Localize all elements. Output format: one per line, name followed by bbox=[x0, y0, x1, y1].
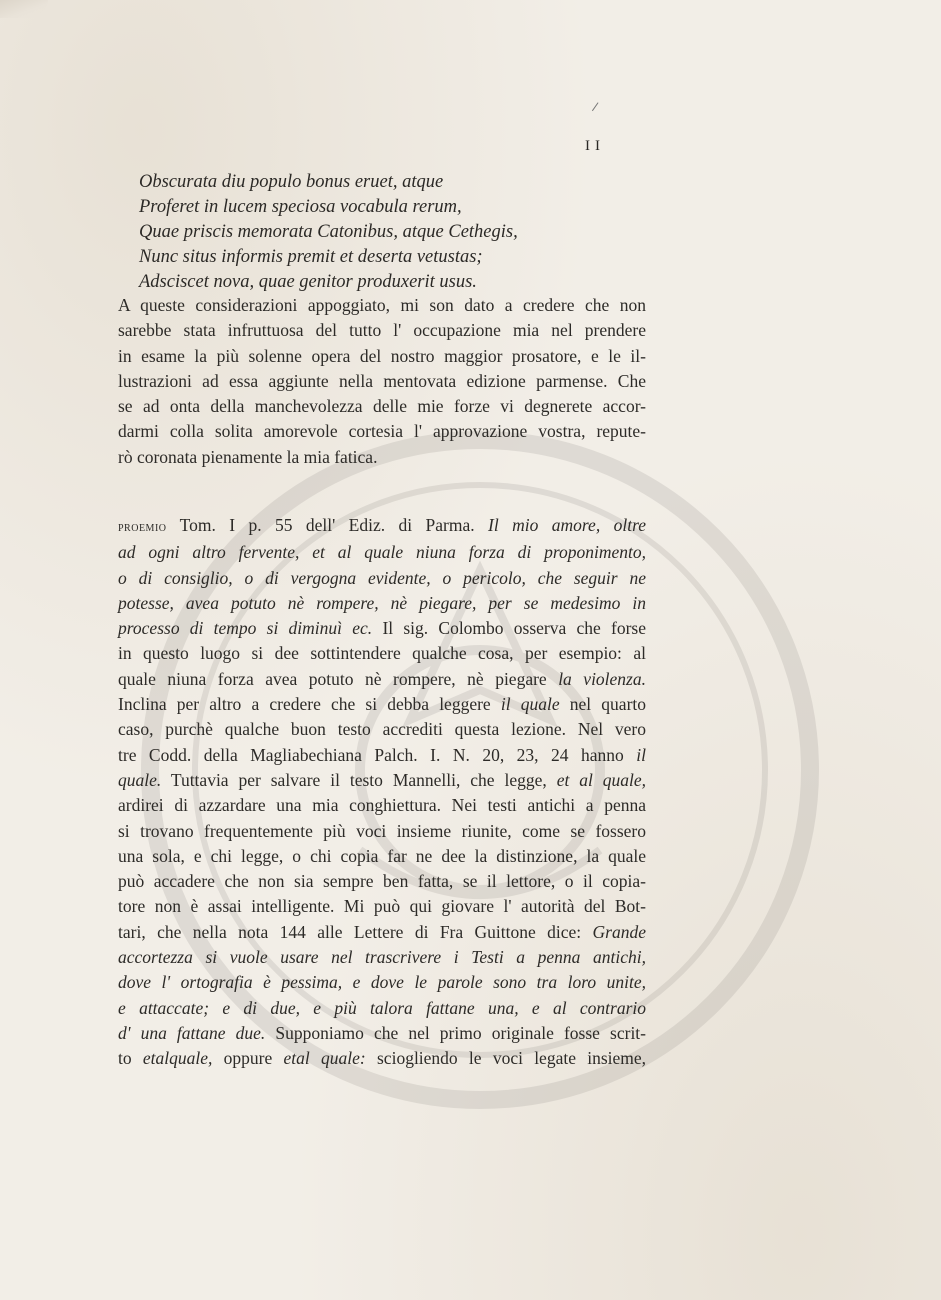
text-line: d' una fattane due. Supponiamo che nel primo originale fosse scrit- bbox=[118, 1022, 646, 1043]
text-line: ardirei di azzardare una mia conghiettura. Nei testi antichi a penna bbox=[118, 795, 646, 816]
text-line: A queste considerazioni appoggiato, mi son dato a credere che non bbox=[118, 295, 646, 315]
dedication-paragraph bbox=[118, 293, 646, 470]
pencil-mark bbox=[592, 102, 605, 115]
text-line: quale. Tuttavia per salvare il testo Mannelli, che legge, et al quale, bbox=[118, 769, 647, 790]
text-line: processo di tempo si diminuì ec. Il sig. Colombo osserva che forse bbox=[118, 618, 647, 639]
verse-line: Nunc situs informis premit et deserta vetustas; bbox=[139, 247, 483, 267]
proemio-note bbox=[118, 513, 646, 1072]
latin-verse bbox=[139, 170, 518, 295]
text-line: può accadere che non sia sempre ben fatta, se il lettore, o il copia- bbox=[118, 871, 646, 892]
text-line: caso, purchè qualche buon testo accrediti questa lezione. Nel vero bbox=[118, 719, 646, 740]
text-line: darmi colla solita amorevole cortesia l' approvazione vostra, repute- bbox=[118, 421, 646, 442]
text-line: una sola, e chi legge, o chi copia far ne dee la distinzione, la quale bbox=[118, 845, 646, 866]
verse-line: Quae priscis memorata Catonibus, atque Cethegis, bbox=[139, 222, 518, 242]
text-line: se ad onta della manchevolezza delle mie forze vi degnerete accor- bbox=[118, 396, 646, 417]
text-line: in esame la più solenne opera del nostro maggior prosatore, e le il- bbox=[118, 345, 646, 366]
text-line: e attaccate; e di due, e più talora fattane una, e al contrario bbox=[118, 997, 646, 1018]
verse-line: Obscurata diu populo bonus eruet, atque bbox=[139, 172, 444, 192]
page-corner-fold bbox=[0, 0, 48, 18]
text-line: accortezza si vuole usare nel trascrivere i Testi a penna antichi, bbox=[118, 947, 646, 968]
section-label: proemio bbox=[118, 520, 167, 535]
text-line: o di consiglio, o di vergogna evidente, o pericolo, che seguir ne bbox=[118, 567, 646, 588]
text-line: tore non è assai intelligente. Mi può qui giovare l' autorità del Bot- bbox=[118, 896, 646, 917]
text-line: proemio Tom. I p. 55 dell' Ediz. di Parma. Il mio amore, oltre bbox=[118, 515, 646, 535]
text-line: lustrazioni ad essa aggiunte nella mentovata edizione parmense. Che bbox=[118, 370, 646, 391]
text-line: ad ogni altro fervente, et al quale niuna forza di proponimento, bbox=[118, 542, 646, 563]
text-line: tre Codd. della Magliabechiana Palch. I. N. 20, 23, 24 hanno il bbox=[118, 744, 646, 765]
page-number: II bbox=[585, 138, 605, 154]
verse-line: Proferet in lucem speciosa vocabula rerum, bbox=[139, 197, 462, 217]
text-line: Inclina per altro a credere che si debba leggere il quale nel quarto bbox=[118, 694, 647, 715]
verse-line: Adsciscet nova, quae genitor produxerit usus. bbox=[139, 272, 477, 292]
text-line: sarebbe stata infruttuosa del tutto l' occupazione mia nel prendere bbox=[118, 320, 646, 341]
text-line: quale niuna forza avea potuto nè rompere, nè piegare la violenza. bbox=[118, 668, 646, 689]
text-line: si trovano frequentemente più voci insieme riunite, come se fossero bbox=[118, 820, 646, 841]
text-line: potesse, avea potuto nè rompere, nè piegare, per se medesimo in bbox=[118, 592, 646, 613]
text-line: in questo luogo si dee sottintendere qualche cosa, per esempio: al bbox=[118, 643, 646, 664]
text-line: tari, che nella nota 144 alle Lettere di Fra Guittone dice: Grande bbox=[118, 921, 647, 942]
text-line: rò coronata pienamente la mia fatica. bbox=[118, 446, 378, 467]
text-line: dove l' ortografia è pessima, e dove le parole sono tra loro unite, bbox=[118, 972, 646, 993]
text-line: to etalquale, oppure etal quale: sciogliendo le voci legate insieme, bbox=[118, 1048, 647, 1069]
